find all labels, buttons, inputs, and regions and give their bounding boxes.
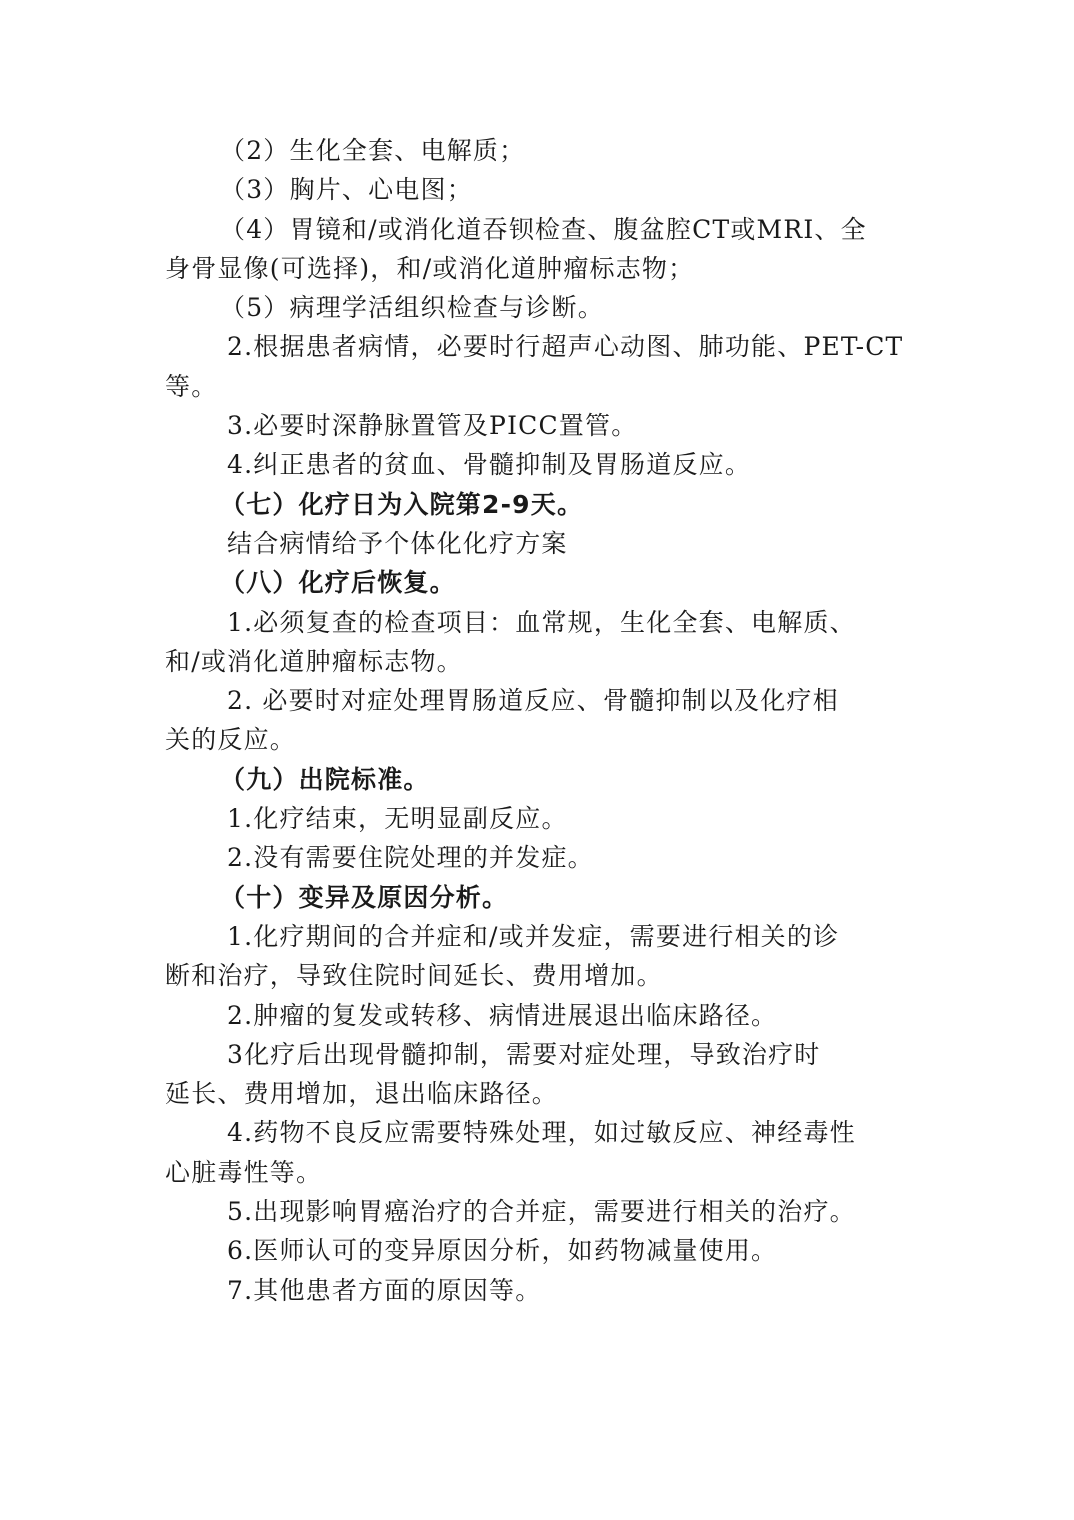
list-item-continuation: 身骨显像(可选择)，和/或消化道肿瘤标志物； [165,253,695,283]
list-item: （5）病理学活组织检查与诊断。 [220,293,604,323]
list-item: 3化疗后出现骨髓抑制，需要对症处理，导致治疗时 [227,1039,821,1069]
list-item-continuation: 和/或消化道肿瘤标志物。 [165,646,463,676]
list-item: 1.化疗期间的合并症和/或并发症，需要进行相关的诊 [227,921,840,951]
list-item-continuation: 断和治疗，导致住院时间延长、费用增加。 [165,961,663,991]
list-item: 4.纠正患者的贫血、骨髓抑制及胃肠道反应。 [227,450,752,480]
list-item: （2）生化全套、电解质； [220,136,526,165]
list-item-continuation: 关的反应。 [165,725,297,755]
list-item: 5.出现影响胃癌治疗的合并症，需要进行相关的治疗。 [227,1197,856,1227]
section-heading: （七）化疗日为入院第2-9天。 [220,489,584,519]
section-heading: （八）化疗后恢复。 [220,568,456,598]
document-page [165,131,915,1310]
list-item: 1.必须复查的检查项目：血常规，生化全套、电解质、 [227,607,856,637]
list-item: （4）胃镜和/或消化道吞钡检查、腹盆腔CT或MRI、全 [220,214,867,244]
list-item: 3.必要时深静脉置管及PICC置管。 [227,411,638,441]
section-heading: （九）出院标准。 [220,764,430,794]
list-item: 6.医师认可的变异原因分析，如药物减量使用。 [227,1236,778,1266]
list-item: 7.其他患者方面的原因等。 [227,1275,542,1305]
list-item: 2.没有需要住院处理的并发症。 [227,843,594,873]
list-item: 2.肿瘤的复发或转移、病情进展退出临床路径。 [227,1000,778,1030]
list-item: 1.化疗结束，无明显副反应。 [227,804,568,834]
list-item: （3）胸片、心电图； [220,175,473,205]
section-heading: （十）变异及原因分析。 [220,882,509,912]
list-item: 2. 必要时对症处理胃肠道反应、骨髓抑制以及化疗相 [227,686,839,716]
list-item-continuation: 心脏毒性等。 [165,1157,323,1187]
paragraph: 结合病情给予个体化化疗方案 [227,528,568,558]
list-item-continuation: 延长、费用增加，退出临床路径。 [165,1079,559,1109]
list-item: 4.药物不良反应需要特殊处理，如过敏反应、神经毒性 [227,1118,856,1148]
list-item-continuation: 等。 [165,371,218,401]
list-item: 2.根据患者病情，必要时行超声心动图、肺功能、PET-CT [227,332,904,362]
